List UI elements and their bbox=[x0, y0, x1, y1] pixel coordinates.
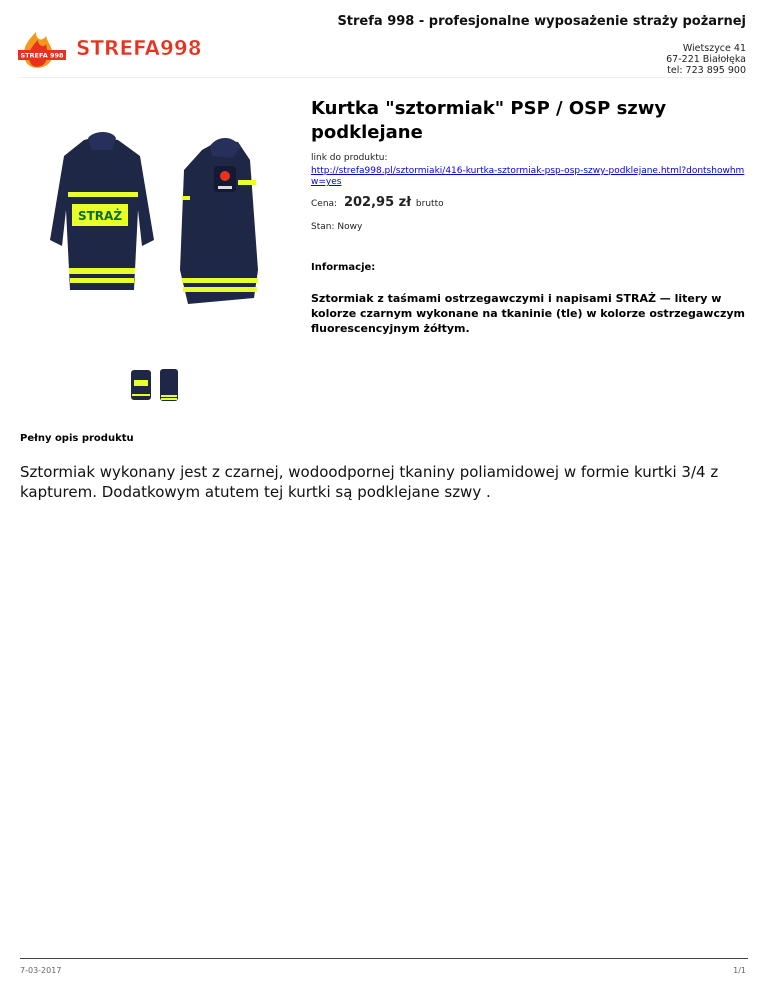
footer-divider bbox=[20, 958, 748, 959]
condition-value: Nowy bbox=[337, 222, 363, 232]
product-main-image[interactable] bbox=[42, 130, 282, 315]
info-heading: Informacje: bbox=[311, 262, 376, 273]
product-link[interactable]: http://strefa998.pl/sztormiaki/416-kurtka-sztormiak-psp-osp-szwy-podklejane.html?dontshowhmw=yes bbox=[311, 166, 745, 187]
address-line: 67-221 Białołęka bbox=[666, 54, 746, 65]
full-description-text: Sztormiak wykonany jest z czarnej, wodoodpornej tkaniny poliamidowej w formie kurtki 3/4 z kapturem. Dodatkowym atutem tej kurtki są podklejane szwy . bbox=[20, 463, 719, 501]
full-description-heading: Pełny opis produktu bbox=[20, 433, 134, 444]
product-link-label: link do produktu: bbox=[311, 153, 388, 163]
price-label: Cena: bbox=[311, 199, 338, 209]
site-logo[interactable] bbox=[18, 22, 208, 74]
site-title: Strefa 998 - profesjonalne wyposażenie straży pożarnej bbox=[337, 14, 746, 29]
info-text: Sztormiak z taśmami ostrzegawczymi i napisami STRAŻ — litery w kolorze czarnym wykonane na tkaninie (tle) w kolorze ostrzegawczym fluorescencyjnym żółtym. bbox=[311, 292, 745, 335]
print-date: 7-03-2017 bbox=[20, 966, 62, 975]
address-line: Wietszyce 41 bbox=[682, 43, 746, 54]
address-phone: tel: 723 895 900 bbox=[667, 65, 746, 76]
condition-label: Stan: bbox=[311, 222, 335, 232]
jacket-side-view bbox=[180, 138, 258, 304]
shop-address bbox=[666, 43, 746, 76]
price-suffix: brutto bbox=[415, 199, 444, 209]
condition-row bbox=[311, 222, 362, 232]
price-row bbox=[311, 195, 444, 210]
product-title: Kurtka "sztormiak" PSP / OSP szwy podklejane bbox=[311, 98, 667, 143]
logo-badge-text: STREFA 998 bbox=[20, 51, 64, 60]
logo-wordmark: STREFA998 bbox=[76, 36, 202, 60]
product-thumbnail[interactable] bbox=[128, 366, 182, 404]
straz-label: STRAŻ bbox=[77, 209, 123, 223]
price-value: 202,95 zł bbox=[343, 195, 412, 210]
page-number: 1/1 bbox=[733, 966, 746, 975]
jacket-front-view bbox=[50, 132, 154, 290]
flame-emblem-icon bbox=[18, 32, 66, 68]
header-divider bbox=[18, 77, 746, 78]
